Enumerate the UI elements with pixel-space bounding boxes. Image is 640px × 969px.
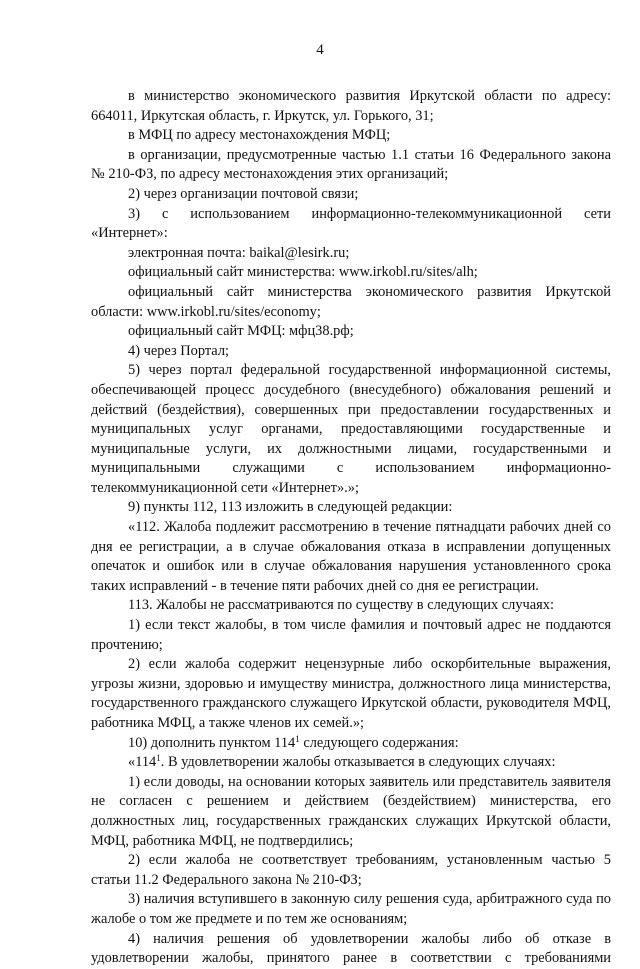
paragraph: 1) если доводы, на основании которых заявитель или представитель заявителя не согласен с решением и действием (бездействием) министерства, его должностных лиц, государственных гражданских служащих Иркутской области, МФЦ, работника МФЦ, не подтвердились;	[91, 773, 611, 849]
paragraph: в организации, предусмотренные частью 1.1 статьи 16 Федерального закона № 210-ФЗ, по адресу местонахождения этих организаций;	[91, 146, 611, 183]
document-body	[91, 87, 611, 969]
paragraph: официальный сайт министерства экономического развития Иркутской области: www.irkobl.ru/sites/economy;	[91, 283, 611, 320]
page-number: 4	[316, 42, 324, 58]
text-run: «114	[128, 754, 157, 771]
paragraph: электронная почта: baikal@lesirk.ru;	[128, 244, 350, 261]
paragraph-114-intro	[91, 734, 611, 754]
paragraph: 5) через портал федеральной государственной информационной системы, обеспечивающей процесс досудебного (внесудебного) обжалования решений и действий (бездействия), совершенных при предоставлении государственных и муниципальных услуг органами, предоставляющими государственные и муниципальные услуги, их должностными лицами, государственными и муниципальными служащими с использованием информационно-телекоммуникационной сети «Интернет».»;	[91, 362, 611, 496]
paragraph: 2) если жалоба содержит нецензурные либо оскорбительные выражения, угрозы жизни, здоровью и имуществу министра, должностного лица министерства, государственного гражданского служащего Иркутской области, руководителя МФЦ, работника МФЦ, а также членов их семей.»;	[91, 656, 611, 731]
paragraph: в МФЦ по адресу местонахождения МФЦ;	[128, 127, 391, 144]
paragraph: официальный сайт министерства: www.irkobl.ru/sites/alh;	[128, 264, 478, 281]
paragraph: официальный сайт МФЦ: мфц38.рф;	[128, 323, 354, 340]
paragraph: 9) пункты 112, 113 изложить в следующей редакции:	[128, 499, 453, 516]
paragraph: 1) если текст жалобы, в том числе фамилия и почтовый адрес не поддаются прочтению;	[91, 617, 611, 653]
paragraph: «112. Жалоба подлежит рассмотрению в течение пятнадцати рабочих дней со дня ее регистрации, а в случае обжалования отказа в исправлении допущенных опечаток и ошибок или в случае обжалования нарушения установленного срока таких исправлений - в течение пяти рабочих дней со дня ее регистрации.	[91, 519, 611, 594]
paragraph: 113. Жалобы не рассматриваются по существу в следующих случаях:	[128, 597, 554, 614]
paragraph: 3) с использованием информационно-телекоммуникационной сети «Интернет»:	[91, 205, 611, 242]
superscript: 1	[295, 733, 300, 744]
paragraph-114-heading	[91, 753, 611, 773]
paragraph: в министерство экономического развития Иркутской области по адресу: 664011, Иркутская область, г. Иркутск, ул. Горького, 31;	[91, 88, 611, 124]
text-run: 10) дополнить пунктом 114	[128, 734, 296, 751]
paragraph: 4) через Портал;	[128, 342, 230, 359]
superscript: 1	[156, 753, 161, 764]
paragraph: 2) через организации почтовой связи;	[128, 185, 359, 202]
paragraph: 4) наличия решения об удовлетворении жалобы либо об отказе в удовлетворении жалобы, принятого ранее в соответствии с требованиями	[91, 930, 611, 967]
paragraph: 3) наличия вступившего в законную силу решения суда, арбитражного суда по жалобе о том же предмете и по тем же основаниям;	[91, 891, 611, 927]
text-run: . В удовлетворении жалобы отказывается в следующих случаях:	[160, 754, 556, 771]
paragraph: 2) если жалоба не соответствует требованиям, установленным частью 5 статьи 11.2 Федерального закона № 210-ФЗ;	[91, 852, 611, 888]
text-run: следующего содержания:	[299, 734, 459, 751]
